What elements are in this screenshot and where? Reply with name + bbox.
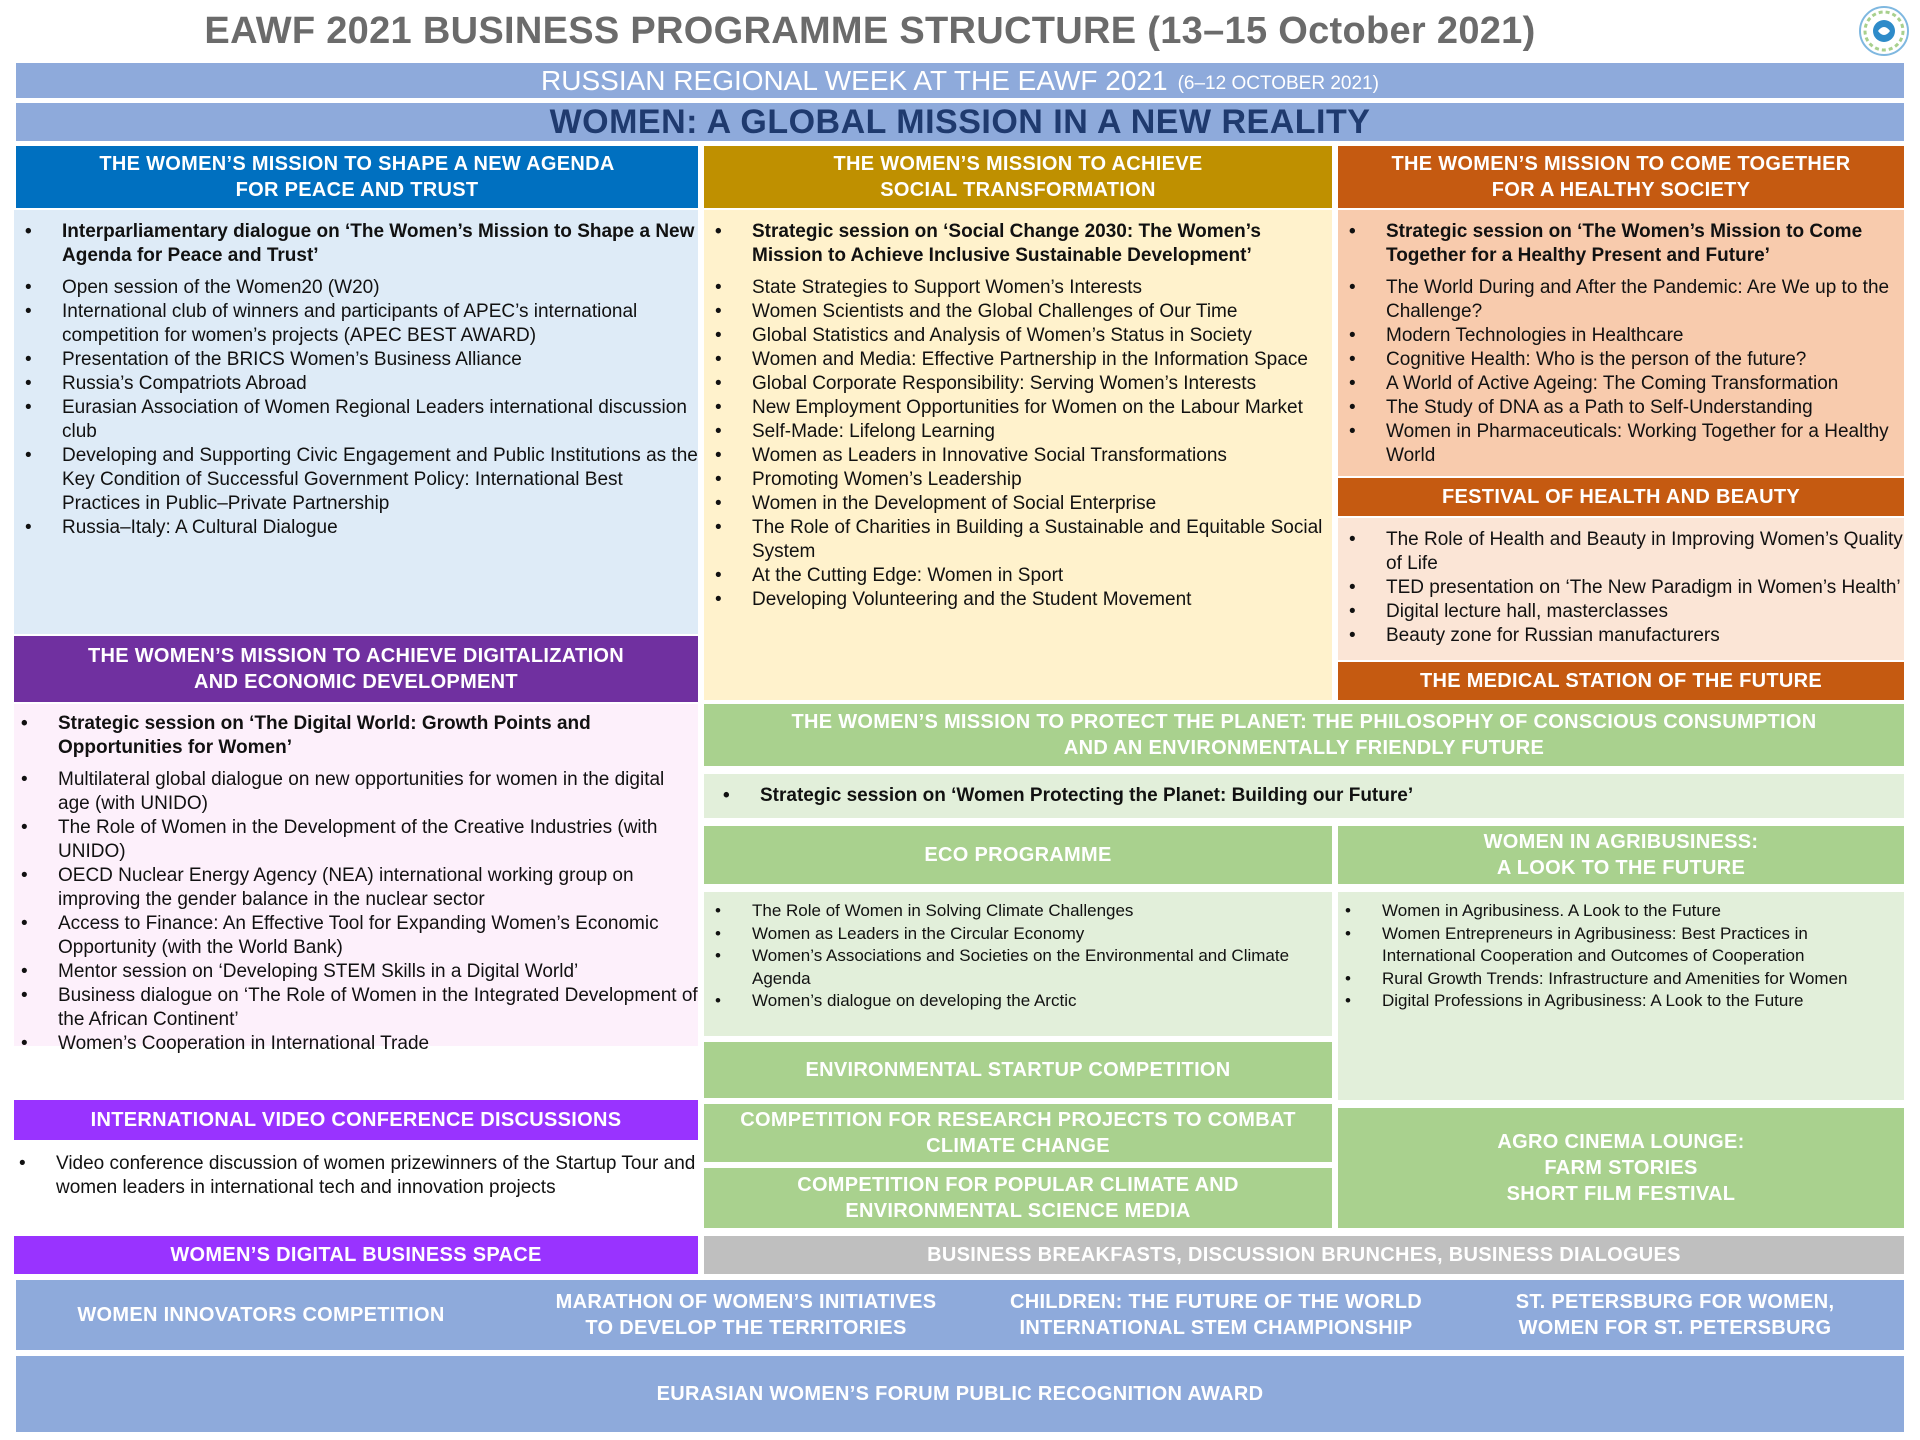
digital-panel	[14, 704, 698, 1054]
list-item: • OECD Nuclear Energy Agency (NEA) international working group on improving the gender balance in the nuclear sector	[58, 864, 698, 912]
planet-panel	[704, 774, 1904, 818]
list-item: • Business dialogue on ‘The Role of Women in the Integrated Development of the African Continent’	[58, 984, 698, 1032]
list-item: • The Role of Health and Beauty in Improving Women’s Quality of Life	[1386, 528, 1904, 576]
list-item: • Multilateral global dialogue on new opportunities for women in the digital age (with UNIDO)	[58, 768, 698, 816]
list-item: • Strategic session on ‘The Women’s Mission to Come Together for a Healthy Present and Future’	[1386, 220, 1904, 268]
list-item: • State Strategies to Support Women’s Interests	[752, 276, 1332, 300]
media-competition-header: COMPETITION FOR POPULAR CLIMATE AND ENVIRONMENTAL SCIENCE MEDIA	[704, 1168, 1332, 1228]
list-item: • Video conference discussion of women prizewinners of the Startup Tour and women leaders in international tech and innovation projects	[56, 1152, 698, 1200]
digital-business-space-header: WOMEN’S DIGITAL BUSINESS SPACE	[14, 1236, 698, 1274]
video-conference-header: INTERNATIONAL VIDEO CONFERENCE DISCUSSIONS	[14, 1100, 698, 1140]
list-item: • Strategic session on ‘Women Protecting the Planet: Building our Future’	[760, 784, 1413, 808]
list-item: • The Study of DNA as a Path to Self-Understanding	[1386, 396, 1904, 420]
festival-list	[1338, 528, 1904, 648]
list-item: • Interparliamentary dialogue on ‘The Women’s Mission to Shape a New Agenda for Peace and Trust’	[62, 220, 698, 268]
agro-cinema-header: AGRO CINEMA LOUNGE: FARM STORIES SHORT FILM FESTIVAL	[1338, 1108, 1904, 1228]
list-item: • Eurasian Association of Women Regional Leaders international discussion club	[62, 396, 698, 444]
list-item: • Developing Volunteering and the Student Movement	[752, 588, 1332, 612]
list-item: • A World of Active Ageing: The Coming Transformation	[1386, 372, 1904, 396]
list-item: • Rural Growth Trends: Infrastructure and Amenities for Women	[1382, 968, 1904, 991]
list-item: • Women’s Cooperation in International Trade	[58, 1032, 698, 1056]
list-item: • Women in the Development of Social Enterprise	[752, 492, 1332, 516]
digital-header: THE WOMEN’S MISSION TO ACHIEVE DIGITALIZATION AND ECONOMIC DEVELOPMENT	[14, 636, 698, 702]
list-item: • Women Entrepreneurs in Agribusiness: Best Practices in International Cooperation and Outcomes of Cooperation	[1382, 923, 1904, 968]
list-item: • Promoting Women’s Leadership	[752, 468, 1332, 492]
research-competition-header: COMPETITION FOR RESEARCH PROJECTS TO COMBAT CLIMATE CHANGE	[704, 1104, 1332, 1162]
list-item: • Global Corporate Responsibility: Serving Women’s Interests	[752, 372, 1332, 396]
forum-logo-icon	[1858, 5, 1910, 57]
public-recognition-award: EURASIAN WOMEN’S FORUM PUBLIC RECOGNITION AWARD	[16, 1356, 1904, 1432]
mission-banner: WOMEN: A GLOBAL MISSION IN A NEW REALITY	[16, 103, 1904, 141]
list-item: • Women as Leaders in the Circular Economy	[752, 923, 1332, 946]
peace-panel	[14, 210, 698, 634]
video-conference-panel	[14, 1152, 698, 1212]
list-item: • The World During and After the Pandemic: Are We up to the Challenge?	[1386, 276, 1904, 324]
regional-week-label: RUSSIAN REGIONAL WEEK AT THE EAWF 2021	[541, 64, 1168, 96]
stem-championship: CHILDREN: THE FUTURE OF THE WORLD INTERNATIONAL STEM CHAMPIONSHIP	[1009, 1291, 1423, 1339]
list-item: • Strategic session on ‘Social Change 2030: The Women’s Mission to Achieve Inclusive Sustainable Development’	[752, 220, 1332, 268]
list-item: • Women’s dialogue on developing the Arctic	[752, 990, 1332, 1013]
list-item: • The Role of Charities in Building a Sustainable and Equitable Social System	[752, 516, 1332, 564]
social-header: THE WOMEN’S MISSION TO ACHIEVE SOCIAL TRANSFORMATION	[704, 146, 1332, 208]
st-petersburg-women: ST. PETERSBURG FOR WOMEN, WOMEN FOR ST. PETERSBURG	[1515, 1291, 1835, 1339]
planet-list	[704, 784, 1413, 808]
list-item: • TED presentation on ‘The New Paradigm in Women’s Health’	[1386, 576, 1904, 600]
list-item: • Women in Agribusiness. A Look to the Future	[1382, 900, 1904, 923]
list-item: • Women’s Associations and Societies on the Environmental and Climate Agenda	[752, 945, 1332, 990]
list-item: • New Employment Opportunities for Women on the Labour Market	[752, 396, 1332, 420]
regional-week-bar	[16, 63, 1904, 98]
medical-station-header: THE MEDICAL STATION OF THE FUTURE	[1338, 662, 1904, 700]
bottom-row	[16, 1280, 1904, 1350]
planet-header: THE WOMEN’S MISSION TO PROTECT THE PLANET: THE PHILOSOPHY OF CONSCIOUS CONSUMPTION AND AN ENVIRONMENTALLY FRIENDLY FUTURE	[704, 704, 1904, 766]
list-item: • Women in Pharmaceuticals: Working Together for a Healthy World	[1386, 420, 1904, 468]
list-item: • Presentation of the BRICS Women’s Business Alliance	[62, 348, 698, 372]
agri-header: WOMEN IN AGRIBUSINESS: A LOOK TO THE FUTURE	[1338, 826, 1904, 884]
health-list	[1338, 220, 1904, 468]
agri-panel	[1338, 892, 1904, 1100]
regional-week-dates: (6–12 OCTOBER 2021)	[1177, 72, 1379, 94]
list-item: • Russia’s Compatriots Abroad	[62, 372, 698, 396]
list-item: • Access to Finance: An Effective Tool for Expanding Women’s Economic Opportunity (with the World Bank)	[58, 912, 698, 960]
list-item: • Women and Media: Effective Partnership in the Information Space	[752, 348, 1332, 372]
list-item: • Digital Professions in Agribusiness: A Look to the Future	[1382, 990, 1904, 1013]
health-panel	[1338, 210, 1904, 476]
agri-list	[1338, 900, 1904, 1013]
social-list	[704, 220, 1332, 612]
page-title: EAWF 2021 BUSINESS PROGRAMME STRUCTURE (13–15 October 2021)	[204, 9, 1536, 52]
festival-header: FESTIVAL OF HEALTH AND BEAUTY	[1338, 478, 1904, 516]
health-header: THE WOMEN’S MISSION TO COME TOGETHER FOR A HEALTHY SOCIETY	[1338, 146, 1904, 208]
list-item: • Beauty zone for Russian manufacturers	[1386, 624, 1904, 648]
list-item: • Modern Technologies in Healthcare	[1386, 324, 1904, 348]
list-item: • Mentor session on ‘Developing STEM Skills in a Digital World’	[58, 960, 698, 984]
peace-header: THE WOMEN’S MISSION TO SHAPE A NEW AGENDA FOR PEACE AND TRUST	[16, 146, 698, 208]
list-item: • The Role of Women in Solving Climate Challenges	[752, 900, 1332, 923]
eco-header: ECO PROGRAMME	[704, 826, 1332, 884]
innovators-competition: WOMEN INNOVATORS COMPETITION	[77, 1304, 445, 1326]
list-item: • Russia–Italy: A Cultural Dialogue	[62, 516, 698, 540]
eco-panel	[704, 892, 1332, 1036]
marathon-initiatives: MARATHON OF WOMEN’S INITIATIVES TO DEVELOP THE TERRITORIES	[555, 1291, 937, 1339]
list-item: • Strategic session on ‘The Digital World: Growth Points and Opportunities for Women’	[58, 712, 698, 760]
video-list	[14, 1152, 698, 1200]
list-item: • Digital lecture hall, masterclasses	[1386, 600, 1904, 624]
list-item: • Self-Made: Lifelong Learning	[752, 420, 1332, 444]
list-item: • Cognitive Health: Who is the person of the future?	[1386, 348, 1904, 372]
business-breakfasts-header: BUSINESS BREAKFASTS, DISCUSSION BRUNCHES, BUSINESS DIALOGUES	[704, 1236, 1904, 1274]
list-item: • Open session of the Women20 (W20)	[62, 276, 698, 300]
list-item: • Women as Leaders in Innovative Social Transformations	[752, 444, 1332, 468]
list-item: • The Role of Women in the Development of the Creative Industries (with UNIDO)	[58, 816, 698, 864]
festival-panel	[1338, 518, 1904, 660]
list-item: • At the Cutting Edge: Women in Sport	[752, 564, 1332, 588]
env-startup-header: ENVIRONMENTAL STARTUP COMPETITION	[704, 1042, 1332, 1098]
list-item: • Global Statistics and Analysis of Women’s Status in Society	[752, 324, 1332, 348]
social-panel	[704, 210, 1332, 700]
eco-list	[704, 900, 1332, 1013]
peace-list	[14, 220, 698, 540]
digital-list	[14, 712, 698, 1056]
list-item: • Women Scientists and the Global Challenges of Our Time	[752, 300, 1332, 324]
list-item: • Developing and Supporting Civic Engagement and Public Institutions as the Key Condition of Successful Government Policy: International Best Practices in Public–Private Partnership	[62, 444, 698, 516]
list-item: • International club of winners and participants of APEC’s international competition for women’s projects (APEC BEST AWARD)	[62, 300, 698, 348]
